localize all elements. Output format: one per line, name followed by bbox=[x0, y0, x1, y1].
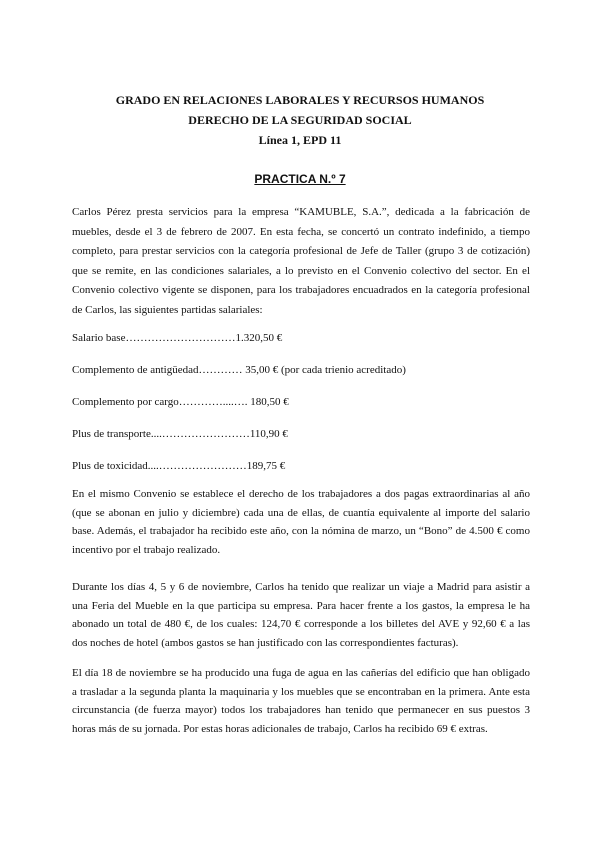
salary-item: Complemento por cargo…………....…. 180,50 € bbox=[72, 396, 289, 408]
paragraph-overtime: El día 18 de noviembre se ha producido una fuga de agua en las cañerías del edificio que han obligado a trasladar a la segunda planta la maquinaria y los muebles que se encontraban en la primera. Ante esta circunstancia (de fuerza mayor) todos los trabajadores han tenido que permanecer en sus puestos 3 horas más de su jornada. Por estas horas adicionales de trabajo, Carlos ha recibido 69 € extras. bbox=[72, 667, 530, 735]
document-header bbox=[0, 90, 600, 150]
intro-section bbox=[72, 203, 530, 320]
salary-item: Plus de transporte....……………………110,90 € bbox=[72, 428, 288, 440]
salary-item: Salario base…………………………1.320,50 € bbox=[72, 332, 283, 344]
paragraph-extra-payments: En el mismo Convenio se establece el derecho de los trabajadores a dos pagas extraordinarias al año (que se abonan en julio y diciembre) cada una de ellas, de cuantía equivalente al importe del salario base. Además, el trabajador ha recibido este año, con la nómina de marzo, un “Bono” de 4.500 € como incentivo por el trabajo realizado. bbox=[72, 488, 530, 556]
extra-payments-section bbox=[72, 485, 530, 559]
salary-items-list bbox=[72, 330, 530, 490]
travel-section bbox=[72, 578, 530, 652]
paragraph-intro: Carlos Pérez presta servicios para la empresa “KAMUBLE, S.A.”, dedicada a la fabricación de muebles, desde el 3 de febrero de 2007. En esta fecha, se concertó un contrato indefinido, a tiempo completo, para prestar servicios con la categoría profesional de Jefe de Taller (grupo 3 de cotización) que se remite, en las condiciones salariales, a lo previsto en el Convenio colectivo del sector. En el Convenio colectivo vigente se disponen, para los trabajadores encuadrados en la categoría profesional de Carlos, las siguientes partidas salariales: bbox=[72, 206, 530, 316]
group-line: Línea 1, EPD 11 bbox=[258, 133, 342, 147]
practice-title: PRACTICA N.º 7 bbox=[254, 172, 346, 186]
overtime-section bbox=[72, 664, 530, 738]
paragraph-travel: Durante los días 4, 5 y 6 de noviembre, Carlos ha tenido que realizar un viaje a Madrid para asistir a una Feria del Mueble en la que participa su empresa. Para hacer frente a los gastos, la empresa le ha abonado un total de 480 €, de los cuales: 124,70 € corresponde a los billetes del AVE y 92,60 € a las dos noches de hotel (ambos gastos se han justificado con las correspondientes facturas). bbox=[72, 581, 530, 649]
salary-item: Complemento de antigüedad………… 35,00 € (por cada trienio acreditado) bbox=[72, 364, 406, 376]
degree-title: GRADO EN RELACIONES LABORALES Y RECURSOS HUMANOS bbox=[115, 93, 485, 107]
course-title: DERECHO DE LA SEGURIDAD SOCIAL bbox=[188, 113, 412, 127]
salary-item: Plus de toxicidad....……………………189,75 € bbox=[72, 460, 286, 472]
